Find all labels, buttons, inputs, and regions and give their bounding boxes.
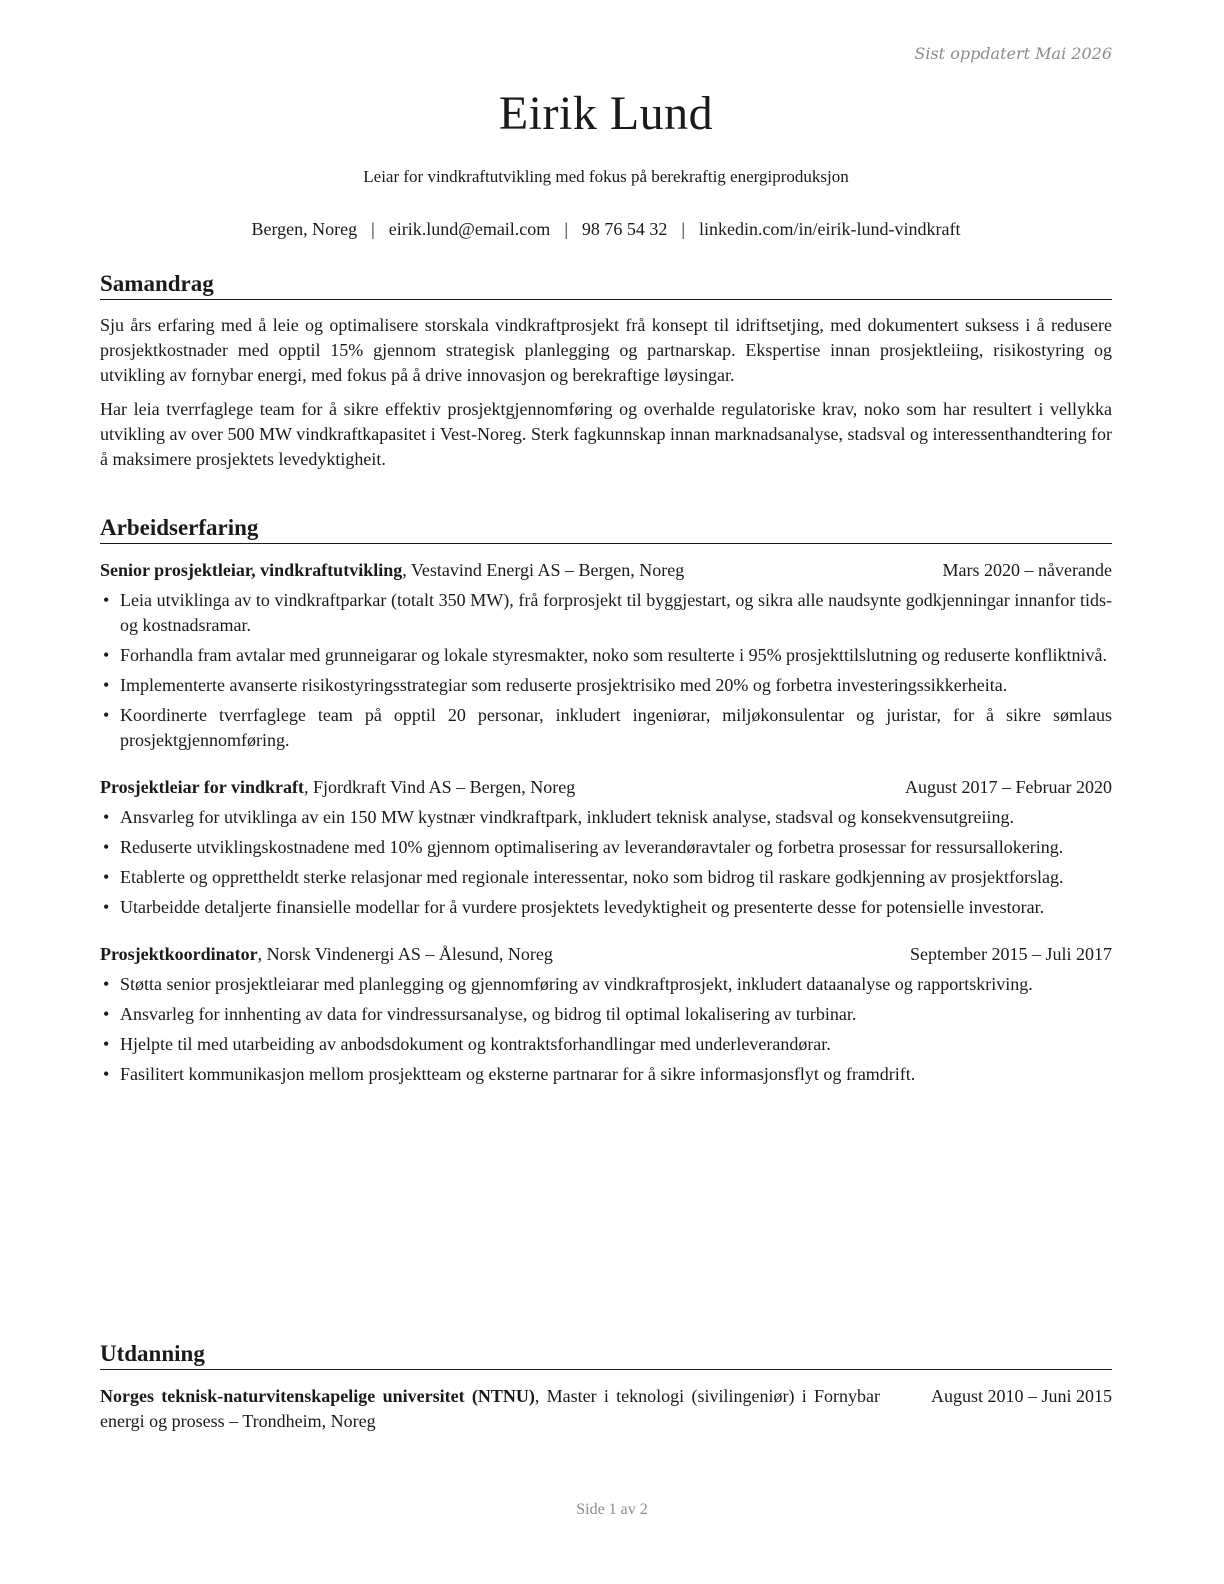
list-item: • Koordinerte tverrfaglege team på opptil 20 personar, inkludert ingeniørar, miljøkonsulentar og juristar, for å sikre sømlaus prosjektgjennomføring.	[103, 705, 1112, 750]
bullet-glyph: •	[103, 867, 110, 887]
job-company: , Fjordkraft Vind AS – Bergen, Noreg	[303, 777, 576, 797]
bullet-glyph: •	[103, 645, 110, 665]
job-bullets	[100, 805, 1112, 920]
job-role: Senior prosjektleiar, vindkraftutvikling	[100, 560, 403, 580]
job-title-line	[100, 775, 575, 800]
job-company: , Norsk Vindenergi AS – Ålesund, Noreg	[257, 944, 553, 964]
job-bullets	[100, 972, 1112, 1087]
contact-email[interactable]: eirik.lund@email.com	[388, 219, 551, 239]
job-company: , Vestavind Energi AS – Bergen, Noreg	[402, 560, 685, 580]
bullet-glyph: •	[103, 837, 110, 857]
education-header	[100, 1384, 1112, 1434]
list-item: • Reduserte utviklingskostnadene med 10% gjennom optimalisering av leverandøravtaler og forbetra prosessar for ressursallokering.	[100, 835, 1112, 860]
job-title-line	[100, 558, 684, 583]
bullet-glyph: •	[103, 705, 110, 725]
education-entry	[100, 1384, 1112, 1434]
list-item: • Implementerte avanserte risikostyringsstrategiar som reduserte prosjektrisiko med 20% og forbetra investeringssikkerheita.	[100, 673, 1112, 698]
job-header	[100, 775, 1112, 800]
list-item: • Ansvarleg for innhenting av data for vindressursanalyse, og bidrog til optimal lokalisering av turbinar.	[100, 1002, 1112, 1027]
bullet-glyph: •	[103, 675, 110, 695]
summary-paragraph: Sju års erfaring med å leie og optimalisere storskala vindkraftprosjekt frå konsept til idriftsetjing, med dokumentert suksess i å redusere prosjektkostnader med opptil 15% gjennom strategisk planlegging og partnarskap. Ekspertise innan prosjektleiing, risikostyring og utvikling av fornybar energi, med fokus på å drive innovasjon og berekraftige løysingar.	[100, 315, 1112, 385]
page-number: Side 1 av 2	[576, 1501, 648, 1518]
job-header	[100, 558, 1112, 583]
bullet-glyph: •	[103, 1064, 110, 1084]
bullet-glyph: •	[103, 1004, 110, 1024]
job-entry	[100, 775, 1112, 920]
list-item: • Leia utviklinga av to vindkraftparkar (totalt 350 MW), frå forprosjekt til byggjestart, og sikra alle naudsynte godkjenningar innanfor tids- og kostnadsramar.	[103, 590, 1112, 635]
list-item: • Hjelpte til med utarbeiding av anbodsdokument og kontraktsforhandlingar med underleverandørar.	[100, 1032, 1112, 1057]
job-header	[100, 942, 1112, 967]
tagline: Leiar for vindkraftutvikling med fokus på berekraftig energiproduksjon	[363, 167, 849, 186]
education-dates: August 2010 – Juni 2015	[930, 1386, 1112, 1406]
list-item: • Fasilitert kommunikasjon mellom prosjektteam og eksterne partnarar for å sikre informasjonsflyt og framdrift.	[100, 1062, 1112, 1087]
job-dates: September 2015 – Juli 2017	[910, 944, 1112, 964]
contact-line	[100, 219, 1112, 240]
list-item: • Støtta senior prosjektleiarar med planlegging og gjennomføring av vindkraftprosjekt, inkludert dataanalyse og rapportskriving.	[100, 972, 1112, 997]
list-item: • Ansvarleg for utviklinga av ein 150 MW kystnær vindkraftpark, inkludert teknisk analyse, stadsval og konsekvensutgreiing.	[100, 805, 1112, 830]
list-item: • Forhandla fram avtalar med grunneigarar og lokale styresmakter, noko som resulterte i 95% prosjekttilslutning og reduserte konfliktnivå.	[100, 643, 1112, 668]
job-entry	[100, 942, 1112, 1087]
summary-paragraph: Har leia tverrfaglege team for å sikre effektiv prosjektgjennomføring og overhalde regulatoriske krav, noko som har resultert i vellykka utvikling av over 500 MW vindkraftkapasitet i Vest-Noreg. Sterk fagkunnskap innan marknadsanalyse, stadsval og interessenthandtering for å maksimere prosjektets levedyktigheit.	[100, 399, 1112, 469]
section-heading-summary: Samandrag	[100, 270, 1112, 300]
contact-separator: |	[681, 219, 686, 239]
contact-linkedin[interactable]: linkedin.com/in/eirik-lund-vindkraft	[699, 219, 961, 239]
section-heading-experience: Arbeidserfaring	[100, 514, 1112, 544]
contact-separator: |	[564, 219, 568, 239]
job-dates: August 2017 – Februar 2020	[905, 777, 1112, 797]
education-section	[100, 1340, 1112, 1434]
list-item: • Utarbeidde detaljerte finansielle modellar for å vurdere prosjektets levedyktigheit og presenterte desse for potensielle investorar.	[100, 895, 1112, 920]
summary-section	[100, 270, 1112, 472]
bullet-glyph: •	[103, 897, 110, 917]
section-heading-education: Utdanning	[100, 1340, 1112, 1370]
job-entry	[100, 558, 1112, 753]
bullet-glyph: •	[103, 1034, 110, 1054]
bullet-glyph: •	[103, 974, 110, 994]
last-updated-note: Sist oppdatert Mai 2026	[914, 44, 1112, 63]
job-title-line	[100, 942, 553, 967]
experience-section	[100, 514, 1112, 1087]
contact-location: Bergen, Noreg	[251, 219, 358, 239]
bullet-glyph: •	[103, 590, 110, 610]
job-role: Prosjektkoordinator	[100, 944, 258, 964]
education-details: , Master i teknologi (sivilingeniør) i Fornybar energi og prosess – Trondheim, Noreg	[100, 1386, 880, 1431]
contact-separator: |	[371, 219, 375, 239]
person-name: Eirik Lund	[498, 87, 714, 140]
job-dates: Mars 2020 – nåverande	[942, 560, 1112, 580]
bullet-glyph: •	[103, 807, 110, 827]
job-bullets	[100, 588, 1112, 753]
list-item: • Etablerte og oppretthеldt sterke relasjonar med regionale interessentar, noko som bidrog til raskare godkjenning av prosjektforslag.	[100, 865, 1112, 890]
contact-phone: 98 76 54 32	[581, 219, 668, 239]
education-title-line	[100, 1384, 880, 1434]
job-role: Prosjektleiar for vindkraft	[100, 777, 304, 797]
education-school: Norges teknisk-naturvitenskapelige universitet (NTNU)	[100, 1386, 535, 1406]
